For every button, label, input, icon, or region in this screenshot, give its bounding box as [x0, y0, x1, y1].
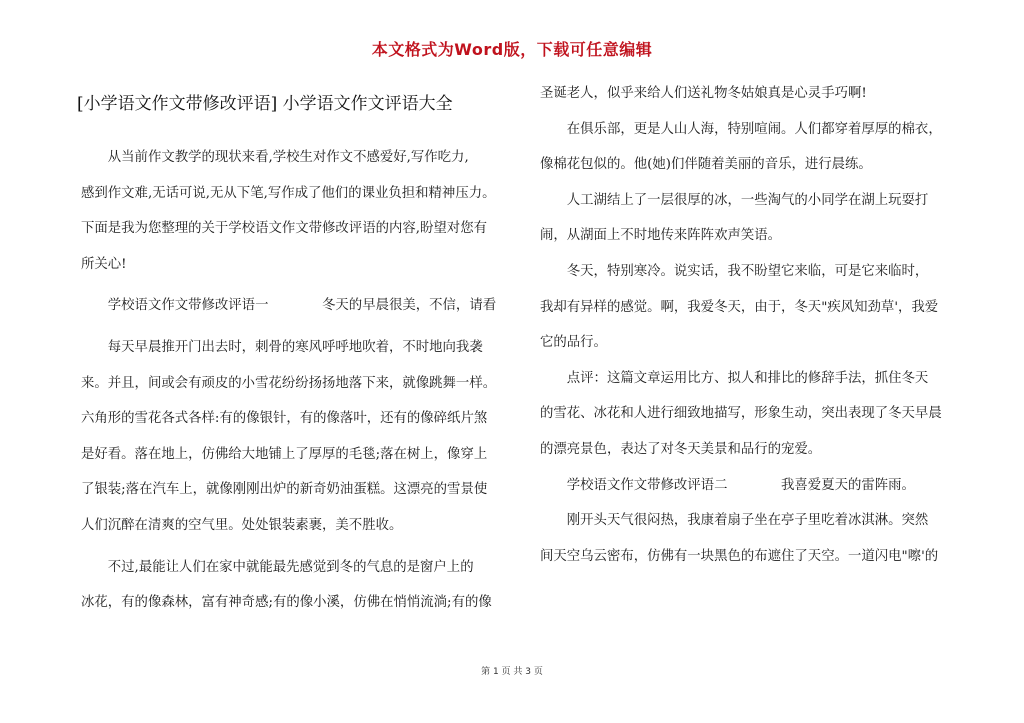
text-line: 在俱乐部，更是人山人海，特别喧闹。人们都穿着厚厚的棉衣， — [540, 121, 942, 137]
text-line: 像棉花包似的。他(她)们伴随着美丽的音乐，进行晨练。 — [540, 157, 872, 173]
text-line: 学校语文作文带修改评语二 我喜爱夏天的雷阵雨。 — [540, 477, 915, 493]
text-line: 每天早晨推开门出去时，刺骨的寒风呼呼地吹着，不时地向我袭 — [81, 339, 483, 355]
text-line: 所关心! — [81, 256, 127, 272]
text-line: 我却有异样的感觉。啊，我爱冬天，由于，冬天"疾风知劲草'，我爱 — [540, 299, 939, 315]
page-number-footer: 第 1 页 共 3 页 — [481, 667, 543, 677]
text-line: 人们沉醉在清爽的空气里。处处银装素裹，美不胜收。 — [81, 517, 403, 533]
text-line: 间天空乌云密布，仿佛有一块黑色的布遮住了天空。一道闪电"嚓'的 — [540, 548, 939, 564]
right-column — [540, 76, 970, 574]
text-line: 闹，从湖面上不时地传来阵阵欢声笑语。 — [540, 228, 782, 244]
document-title: [小学语文作文带修改评语] 小学语文作文评语大全 — [77, 94, 453, 114]
text-line: 学校语文作文带修改评语一 冬天的早晨很美，不信，请看 — [81, 298, 497, 314]
left-column — [81, 140, 513, 621]
text-line: 感到作文难,无话可说,无从下笔,写作成了他们的课业负担和精神压力。 — [81, 185, 496, 201]
text-line: 是好看。落在地上，仿佛给大地铺上了厚厚的毛毯;落在树上，像穿上 — [81, 446, 488, 462]
text-line: 圣诞老人，似乎来给人们送礼物冬姑娘真是心灵手巧啊! — [540, 86, 867, 101]
text-line: 点评：这篇文章运用比方、拟人和排比的修辞手法，抓住冬天 — [540, 370, 929, 386]
text-line: 不过,最能让人们在家中就能最先感觉到冬的气息的是窗户上的 — [81, 559, 474, 575]
text-line: 来。并且，间或会有顽皮的小雪花纷纷扬扬地落下来，就像跳舞一样。 — [81, 375, 497, 391]
text-line: 的漂亮景色，表达了对冬天美景和品行的宠爱。 — [540, 441, 822, 457]
text-line: 冰花，有的像森林，富有神奇感;有的像小溪，仿佛在悄悄流淌;有的像 — [81, 595, 492, 611]
text-line: 下面是我为您整理的关于学校语文作文带修改评语的内容,盼望对您有 — [81, 221, 487, 237]
text-line: 冬天，特别寒冷。说实话，我不盼望它来临，可是它来临时， — [540, 263, 929, 279]
word-format-banner: 本文格式为Word版，下载可任意编辑 — [371, 40, 653, 59]
text-line: 了银装;落在汽车上，就像刚刚出炉的新奇奶油蛋糕。这漂亮的雪景使 — [81, 482, 488, 498]
text-line: 从当前作文教学的现状来看,学校生对作文不感爱好,写作吃力, — [81, 150, 469, 165]
text-line: 它的品行。 — [540, 335, 607, 351]
text-line: 六角形的雪花各式各样:有的像银针，有的像落叶，还有的像碎纸片煞 — [81, 411, 488, 427]
text-line: 刚开头天气很闷热，我康着扇子坐在亭子里吃着冰淇淋。突然 — [540, 513, 929, 529]
text-line: 人工湖结上了一层很厚的冰，一些淘气的小同学在湖上玩耍打 — [540, 192, 929, 208]
text-line: 的雪花、冰花和人进行细致地描写，形象生动，突出表现了冬天早晨 — [540, 406, 942, 422]
